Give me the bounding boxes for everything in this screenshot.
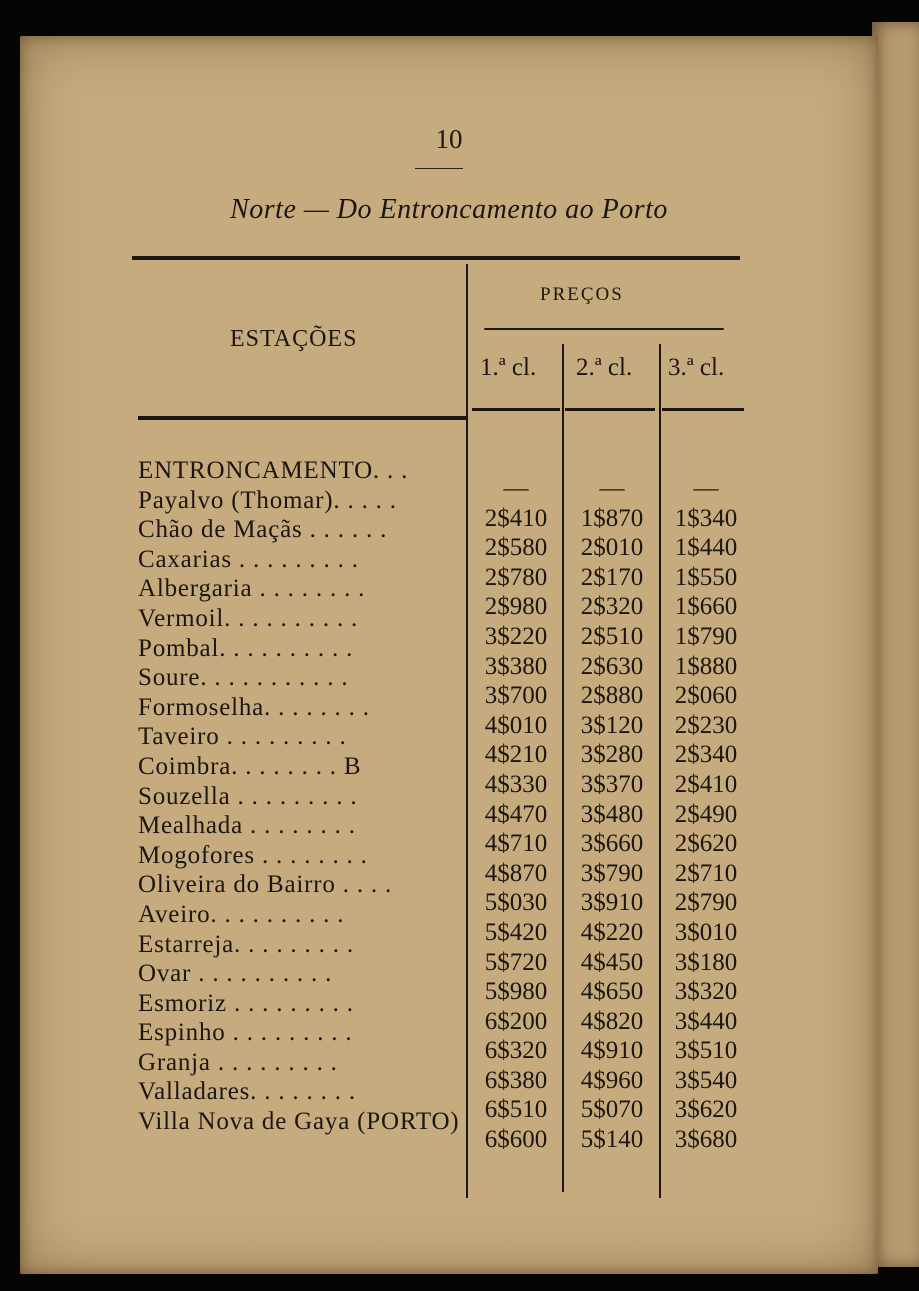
station-row: Granja . . . . . . . . .: [138, 1048, 338, 1076]
price-cell-p1: 2$780: [484, 563, 548, 591]
price-cell-p3: 2$710: [674, 859, 738, 887]
class-1-header: 1.ª cl.: [480, 354, 537, 381]
price-cell-p3: 3$440: [674, 1007, 738, 1035]
class1-header-rule: [472, 408, 560, 411]
stations-prices-divider: [466, 264, 468, 1198]
price-cell-p2: 4$820: [580, 1007, 644, 1035]
station-row: Caxarias . . . . . . . . .: [138, 545, 359, 573]
price-cell-p1: 6$200: [484, 1007, 548, 1035]
station-row: Vermoil. . . . . . . . . .: [138, 604, 359, 632]
price-cell-p1: 4$870: [484, 859, 548, 887]
price-cell-p2: 4$960: [580, 1066, 644, 1094]
price-cell-p1: 4$330: [484, 770, 548, 798]
price-cell-p1: 2$580: [484, 534, 548, 562]
price-cell-p2: 4$650: [580, 978, 644, 1006]
price-cell-p2: 1$870: [580, 504, 644, 532]
price-cell-p2: 3$120: [580, 711, 644, 739]
book-page: [20, 36, 878, 1274]
price-cell-p3: 3$620: [674, 1096, 738, 1124]
station-row: Mogofores . . . . . . . .: [138, 841, 368, 869]
station-row: Aveiro. . . . . . . . . .: [138, 900, 345, 928]
price-cell-p2: 3$910: [580, 889, 644, 917]
price-cell-p2: 5$070: [580, 1096, 644, 1124]
price-cell-p3: 1$550: [674, 563, 738, 591]
price-cell-p2: 2$630: [580, 652, 644, 680]
price-cell-p3: 2$790: [674, 889, 738, 917]
price-cell-p1: 5$980: [484, 978, 548, 1006]
price-cell-p3: 2$340: [674, 741, 738, 769]
price-cell-p3: 2$410: [674, 770, 738, 798]
station-row: Souzella . . . . . . . . .: [138, 782, 358, 810]
price-cell-p3: 3$180: [674, 948, 738, 976]
price-cell-p3: 3$680: [674, 1126, 738, 1154]
stations-header: ESTAÇÕES: [230, 326, 358, 352]
price-cell-p3: 3$540: [674, 1066, 738, 1094]
price-cell-p3: 2$230: [674, 711, 738, 739]
page-number: 10: [435, 124, 463, 154]
price-cell-p1: 4$210: [484, 741, 548, 769]
price-cell-p3: 2$060: [674, 682, 738, 710]
price-cell-p2: 2$010: [580, 534, 644, 562]
price-cell-p3: 2$620: [674, 830, 738, 858]
station-row: Formoselha. . . . . . . .: [138, 693, 370, 721]
price-cell-p2: 2$510: [580, 622, 644, 650]
price-cell-p1: 3$380: [484, 652, 548, 680]
price-cell-p1: 6$380: [484, 1066, 548, 1094]
station-row: Estarreja. . . . . . . . .: [138, 930, 354, 958]
prices-brace: [484, 328, 724, 330]
price-cell-p1: 5$030: [484, 889, 548, 917]
station-row: Espinho . . . . . . . . .: [138, 1019, 353, 1047]
price-cell-p1: 6$600: [484, 1126, 548, 1154]
price-cell-p1: 4$470: [484, 800, 548, 828]
class2-header-rule: [565, 408, 655, 411]
price-cell-p3: 3$010: [674, 918, 738, 946]
station-row: Mealhada . . . . . . . .: [138, 812, 356, 840]
station-row: Pombal. . . . . . . . . .: [138, 634, 354, 662]
price-cell-p2: 3$280: [580, 741, 644, 769]
price-cell-p2: 5$140: [580, 1126, 644, 1154]
adjacent-page-edge: [872, 22, 919, 1267]
class1-class2-divider: [562, 344, 564, 1192]
price-cell-p2: 2$170: [580, 563, 644, 591]
price-cell-p3: 3$320: [674, 978, 738, 1006]
station-row: Ovar . . . . . . . . . .: [138, 960, 333, 988]
price-cell-p2: 2$320: [580, 593, 644, 621]
station-row: Oliveira do Bairro . . . .: [138, 871, 393, 899]
class-3-header: 3.ª cl.: [668, 354, 725, 381]
price-cell-p2: 2$880: [580, 682, 644, 710]
station-row: ENTRONCAMENTO. . .: [138, 457, 409, 484]
price-cell-p2: —: [599, 475, 625, 502]
price-cell-p1: 2$410: [484, 504, 548, 532]
price-cell-p1: 6$510: [484, 1096, 548, 1124]
price-cell-p3: 1$660: [674, 593, 738, 621]
price-cell-p2: 3$370: [580, 770, 644, 798]
price-cell-p3: 1$880: [674, 652, 738, 680]
table-top-rule: [132, 256, 740, 260]
price-cell-p1: 5$720: [484, 948, 548, 976]
price-cell-p3: 1$340: [674, 504, 738, 532]
price-cell-p3: 2$490: [674, 800, 738, 828]
station-row: Villa Nova de Gaya (PORTO): [138, 1108, 460, 1136]
price-cell-p1: 4$010: [484, 711, 548, 739]
prices-header: PREÇOS: [540, 284, 624, 305]
price-cell-p1: —: [503, 475, 529, 502]
price-cell-p2: 3$790: [580, 859, 644, 887]
station-row: Esmoriz . . . . . . . . .: [138, 989, 354, 1017]
price-cell-p2: 4$910: [580, 1037, 644, 1065]
price-cell-p2: 3$660: [580, 830, 644, 858]
station-row: Albergaria . . . . . . . .: [138, 575, 366, 603]
price-cell-p1: 6$320: [484, 1037, 548, 1065]
price-cell-p3: 3$510: [674, 1037, 738, 1065]
station-row: Payalvo (Thomar). . . . .: [138, 486, 397, 514]
station-row: Chão de Maçãs . . . . . .: [138, 516, 388, 544]
station-row: Valladares. . . . . . . .: [138, 1078, 356, 1106]
station-row: Coimbra. . . . . . . . B: [138, 752, 362, 780]
class3-header-rule: [662, 408, 744, 411]
price-cell-p1: 3$700: [484, 682, 548, 710]
page-heading: Norte — Do Entroncamento ao Porto: [230, 194, 668, 225]
price-cell-p1: 3$220: [484, 622, 548, 650]
price-cell-p1: 2$980: [484, 593, 548, 621]
price-cell-p2: 4$450: [580, 948, 644, 976]
station-row: Soure. . . . . . . . . . .: [138, 664, 349, 692]
class-2-header: 2.ª cl.: [576, 354, 633, 381]
class-2-price-column: [566, 474, 658, 1155]
price-cell-p1: 5$420: [484, 918, 548, 946]
price-cell-p1: 4$710: [484, 830, 548, 858]
price-cell-p2: 4$220: [580, 918, 644, 946]
price-cell-p2: 3$480: [580, 800, 644, 828]
stations-header-rule: [138, 416, 466, 420]
station-row: Taveiro . . . . . . . . .: [138, 723, 347, 751]
class-3-price-column: [660, 474, 752, 1155]
price-cell-p3: 1$790: [674, 622, 738, 650]
page-number-rule: [415, 168, 463, 169]
price-cell-p3: —: [693, 475, 719, 502]
price-cell-p3: 1$440: [674, 534, 738, 562]
class-1-price-column: [470, 474, 562, 1155]
station-list: [138, 456, 459, 1137]
